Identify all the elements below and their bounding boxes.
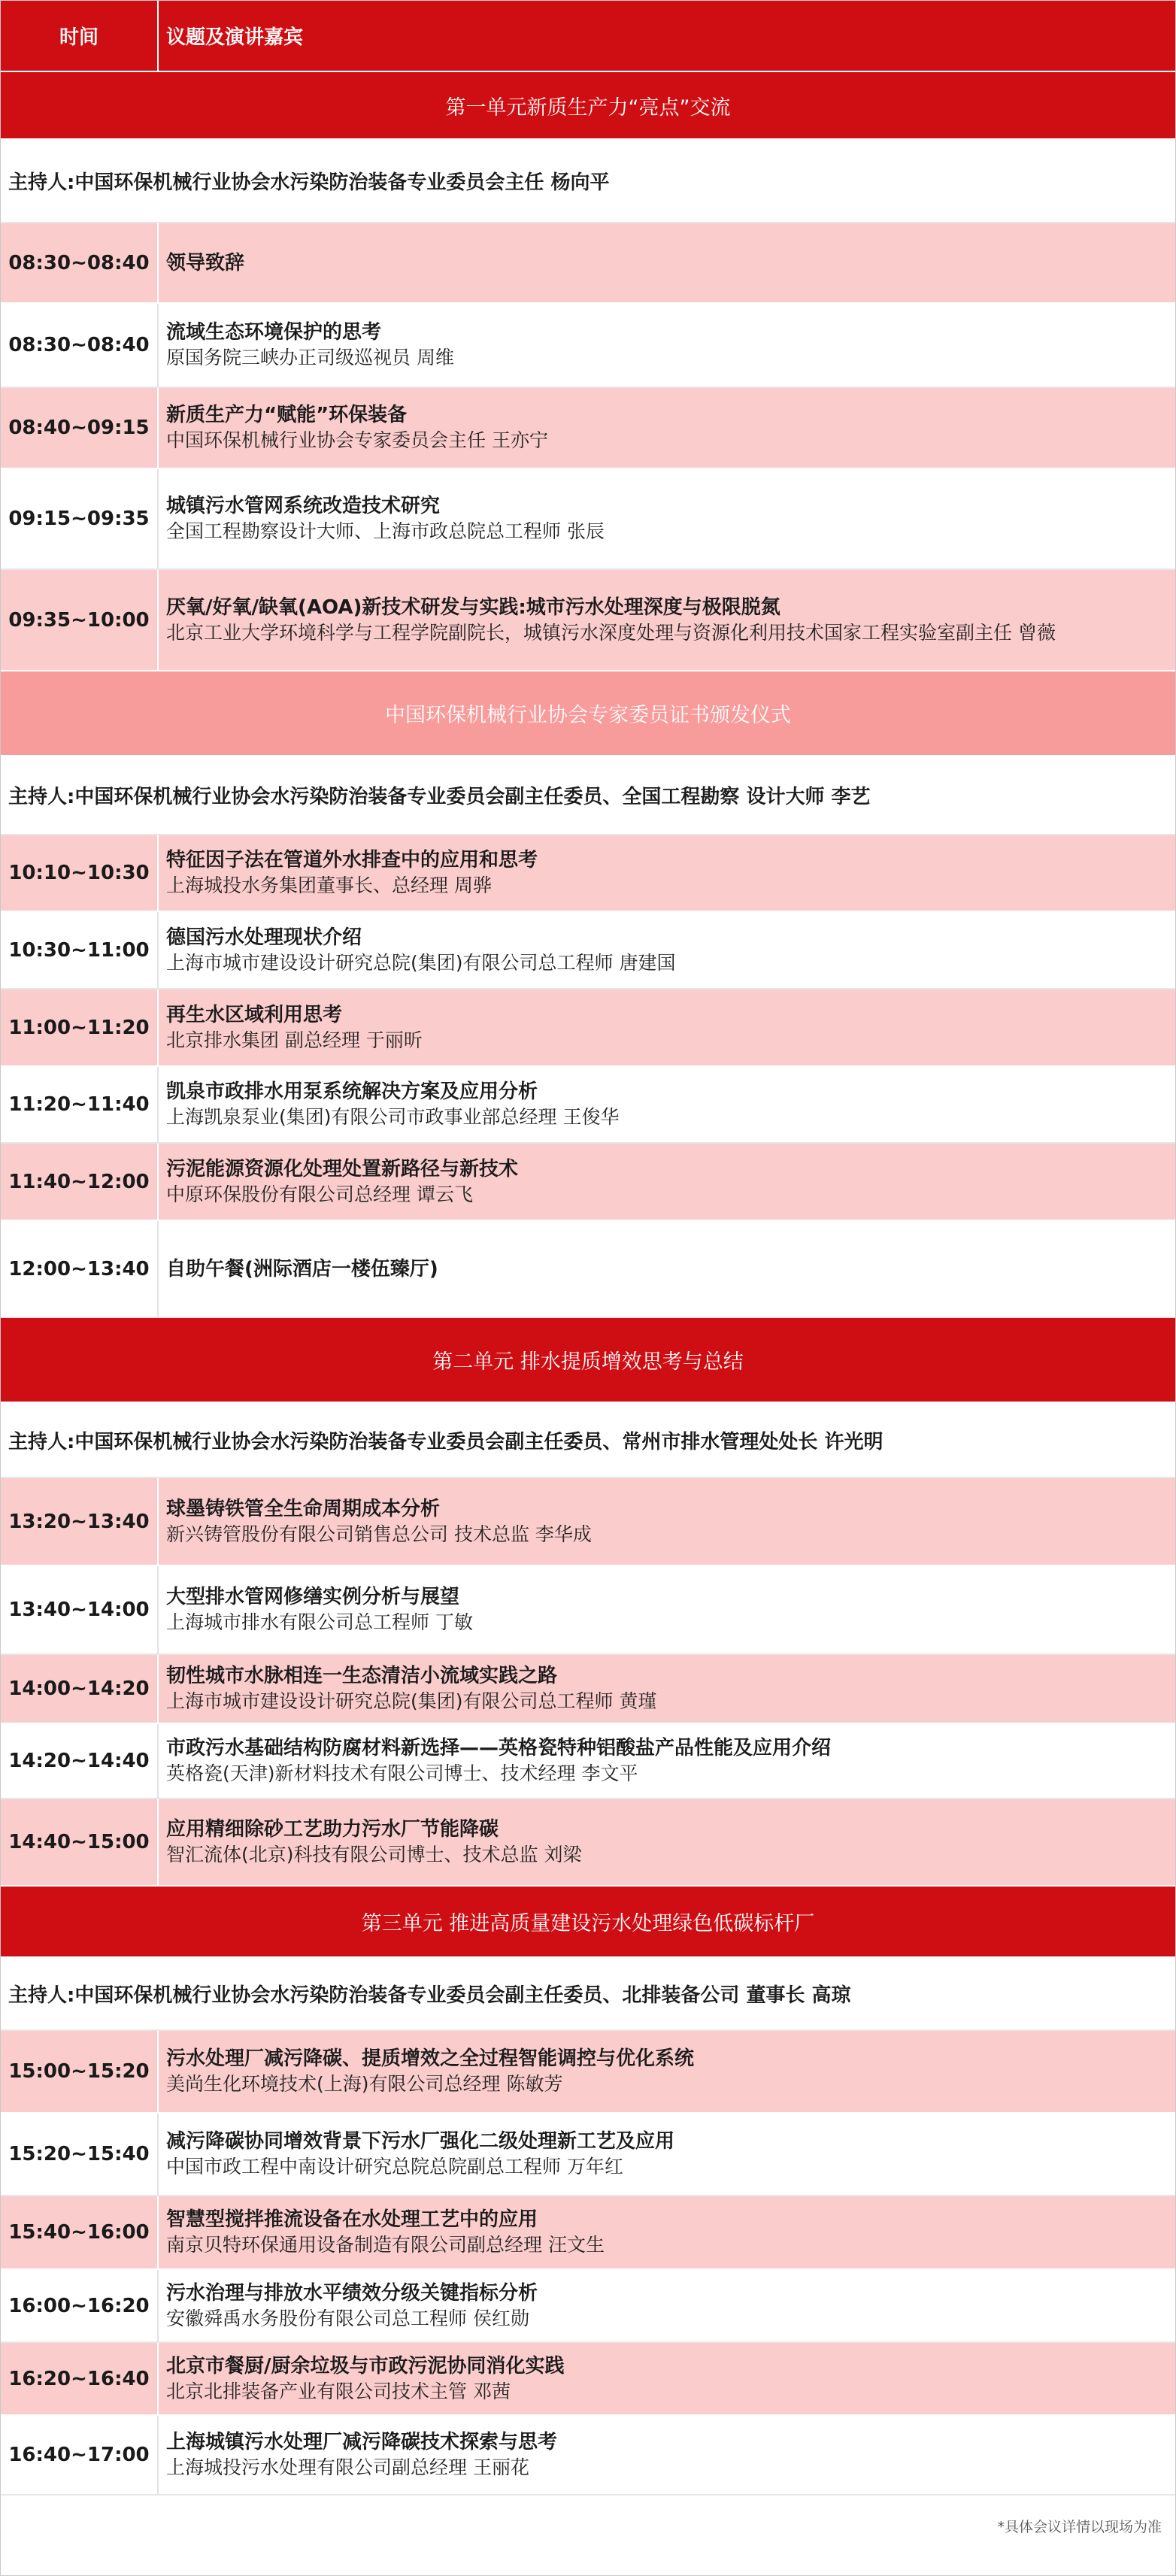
session-speaker: 原国务院三峡办正司级巡视员 周维: [166, 347, 454, 368]
session-content: [159, 388, 1175, 468]
session-speaker: 安徽舜禹水务股份有限公司总工程师 侯红勋: [166, 2307, 529, 2329]
session-time: 16:00~16:20: [1, 2270, 159, 2341]
table-row: [1, 1067, 1175, 1144]
session-content: [159, 223, 1175, 302]
session-topic: 再生水区域利用思考: [166, 1003, 343, 1026]
session-content: [159, 2196, 1175, 2268]
footnote: *具体会议详情以现场为准: [997, 2519, 1162, 2535]
section-title-text: 中国环保机械行业协会专家委员证书颁发仪式: [385, 704, 791, 727]
section-title-text: 第一单元新质生产力“亮点”交流: [445, 95, 731, 120]
table-row: [1, 1478, 1175, 1566]
session-speaker: 美尚生化环境技术(上海)有限公司总经理 陈敏芳: [166, 2073, 563, 2095]
host-text: 主持人:中国环保机械行业协会水污染防治装备专业委员会副主任委员、北排装备公司 董事长 高琼: [8, 1984, 851, 2007]
session-content: [159, 2343, 1175, 2414]
session-topic: 新质生产力“赋能”环保装备: [166, 404, 408, 426]
session-content: [159, 835, 1175, 911]
session-time: 15:00~15:20: [1, 2031, 159, 2112]
host-text: 主持人:中国环保机械行业协会水污染防治装备专业委员会主任 杨向平: [8, 171, 610, 194]
table-header: [1, 1, 1175, 72]
session-time: 14:20~14:40: [1, 1724, 159, 1798]
session-content: [159, 1655, 1175, 1723]
session-topic: 凯泉市政排水用泵系统解决方案及应用分析: [166, 1080, 538, 1103]
session-topic: 上海城镇污水处理厂减污降碳技术探索与思考: [166, 2431, 558, 2453]
table-row: [1, 1655, 1175, 1724]
session-time: 10:30~11:00: [1, 912, 159, 988]
table-row: [1, 1799, 1175, 1887]
session-speaker: 南京贝特环保通用设备制造有限公司副总经理 汪文生: [166, 2234, 605, 2256]
session-speaker: 上海城投水务集团董事长、总经理 周骅: [166, 874, 492, 896]
session-time: 14:00~14:20: [1, 1655, 159, 1723]
table-row: [1, 469, 1175, 570]
session-content: [159, 1221, 1175, 1317]
session-topic: 流域生态环境保护的思考: [166, 321, 382, 344]
session-topic: 厌氧/好氧/缺氧(AOA)新技术研发与实践:城市污水处理深度与极限脱氮: [166, 596, 780, 619]
session-speaker: 上海城市排水有限公司总工程师 丁敏: [166, 1611, 473, 1633]
session-time: 09:35~10:00: [1, 570, 159, 670]
session-topic: 韧性城市水脉相连一生态清洁小流域实践之路: [166, 1665, 558, 1687]
host-row: [1, 1958, 1175, 2031]
session-time: 12:00~13:40: [1, 1221, 159, 1317]
table-row: [1, 388, 1175, 469]
session-speaker: 全国工程勘察设计大师、上海市政总院总工程师 张辰: [166, 520, 605, 542]
host-row: [1, 140, 1175, 223]
session-time: 11:00~11:20: [1, 989, 159, 1065]
session-topic: 智慧型搅拌推流设备在水处理工艺中的应用: [166, 2208, 538, 2231]
session-content: [159, 570, 1175, 670]
session-speaker: 上海市城市建设设计研究总院(集团)有限公司总工程师 黄瑾: [166, 1690, 657, 1712]
session-content: [159, 2031, 1175, 2112]
host-text: 主持人:中国环保机械行业协会水污染防治装备专业委员会副主任委员、全国工程勘察 设计大师 李艺: [8, 786, 871, 808]
session-content: [159, 469, 1175, 568]
table-row: [1, 2031, 1175, 2114]
table-row: [1, 2114, 1175, 2196]
header-time: 时间: [1, 1, 159, 71]
session-time: 14:40~15:00: [1, 1799, 159, 1885]
session-speaker: 上海城投污水处理有限公司副总经理 王丽花: [166, 2456, 529, 2478]
section-title: [1, 1887, 1175, 1958]
table-row: [1, 912, 1175, 989]
session-speaker: 智汇流体(北京)科技有限公司博士、技术总监 刘梁: [166, 1844, 582, 1865]
header-topic: [159, 1, 1175, 71]
header-topic-label: 议题及演讲嘉宾: [166, 26, 304, 49]
table-row: [1, 835, 1175, 912]
session-topic: 自助午餐(洲际酒店一楼伍臻厅): [166, 1257, 438, 1280]
section-title: [1, 72, 1175, 140]
session-time: 16:20~16:40: [1, 2343, 159, 2414]
session-speaker: 上海凯泉泵业(集团)有限公司市政事业部总经理 王俊华: [166, 1106, 620, 1128]
session-content: [159, 1566, 1175, 1653]
session-topic: 德国污水处理现状介绍: [166, 926, 362, 949]
host-text: 主持人:中国环保机械行业协会水污染防治装备专业委员会副主任委员、常州市排水管理处处长 许光明: [8, 1430, 884, 1453]
table-row: [1, 2196, 1175, 2270]
session-content: [159, 1144, 1175, 1220]
session-speaker: 英格瓷(天津)新材料技术有限公司博士、技术经理 李文平: [166, 1762, 638, 1784]
table-row: [1, 223, 1175, 304]
section-title: [1, 1318, 1175, 1403]
session-content: [159, 912, 1175, 988]
table-row: [1, 1724, 1175, 1799]
session-topic: 污水治理与排放水平绩效分级关键指标分析: [166, 2281, 538, 2305]
session-time: 13:20~13:40: [1, 1478, 159, 1565]
session-time: 15:40~16:00: [1, 2196, 159, 2268]
session-time: 08:30~08:40: [1, 304, 159, 386]
session-content: [159, 1478, 1175, 1565]
session-topic: 领导致辞: [166, 251, 245, 274]
session-content: [159, 1724, 1175, 1798]
session-content: [159, 2270, 1175, 2341]
session-topic: 污水处理厂减污降碳、提质增效之全过程智能调控与优化系统: [166, 2047, 695, 2070]
session-topic: 市政污水基础结构防腐材料新选择——英格瓷特种铝酸盐产品性能及应用介绍: [166, 1737, 832, 1759]
session-time: 11:20~11:40: [1, 1067, 159, 1142]
session-topic: 应用精细除砂工艺助力污水厂节能降碳: [166, 1818, 499, 1841]
session-speaker: 中国环保机械行业协会专家委员会主任 王亦宁: [166, 429, 548, 451]
table-row: [1, 304, 1175, 388]
session-speaker: 上海市城市建设设计研究总院(集团)有限公司总工程师 唐建国: [166, 951, 676, 974]
table-row: [1, 1144, 1175, 1221]
table-row: [1, 1566, 1175, 1655]
session-time: 13:40~14:00: [1, 1566, 159, 1653]
section-title-text: 第二单元 排水提质增效思考与总结: [432, 1350, 744, 1374]
host-row: [1, 1403, 1175, 1478]
session-speaker: 北京北排装备产业有限公司技术主管 邓茜: [166, 2380, 511, 2402]
session-content: [159, 2114, 1175, 2195]
session-time: 10:10~10:30: [1, 835, 159, 911]
table-row: [1, 570, 1175, 671]
table-row: [1, 2343, 1175, 2416]
session-speaker: 中原环保股份有限公司总经理 谭云飞: [166, 1183, 473, 1205]
session-topic: 污泥能源资源化处理处置新路径与新技术: [166, 1157, 519, 1180]
session-speaker: 北京工业大学环境科学与工程学院副院长，城镇污水深度处理与资源化利用技术国家工程实验室副主任 曾薇: [166, 621, 1056, 644]
session-content: [159, 2416, 1175, 2494]
session-time: 08:40~09:15: [1, 388, 159, 468]
table-row: [1, 2416, 1175, 2496]
session-speaker: 新兴铸管股份有限公司销售总公司 技术总监 李华成: [166, 1523, 592, 1545]
session-content: [159, 989, 1175, 1065]
session-speaker: 北京排水集团 副总经理 于丽昕: [166, 1029, 423, 1051]
session-topic: 球墨铸铁管全生命周期成本分析: [166, 1497, 441, 1520]
session-content: [159, 1799, 1175, 1885]
session-speaker: 中国市政工程中南设计研究总院总院副总工程师 万年红: [166, 2156, 623, 2177]
session-content: [159, 304, 1175, 386]
session-topic: 特征因子法在管道外水排查中的应用和思考: [166, 849, 538, 871]
section-title: [1, 671, 1175, 756]
session-content: [159, 1067, 1175, 1142]
session-topic: 大型排水管网修缮实例分析与展望: [166, 1586, 460, 1608]
table-row: [1, 1221, 1175, 1318]
section-title-text: 第三单元 推进高质量建设污水处理绿色低碳标杆厂: [361, 1912, 815, 1935]
session-topic: 北京市餐厨/厨余垃圾与市政污泥协同消化实践: [166, 2354, 565, 2377]
session-time: 15:20~15:40: [1, 2114, 159, 2195]
session-time: 09:15~09:35: [1, 469, 159, 568]
session-topic: 城镇污水管网系统改造技术研究: [166, 495, 441, 517]
session-time: 16:40~17:00: [1, 2416, 159, 2494]
session-time: 11:40~12:00: [1, 1144, 159, 1220]
table-row: [1, 2270, 1175, 2343]
host-row: [1, 756, 1175, 835]
table-row: [1, 989, 1175, 1067]
session-time: 08:30~08:40: [1, 223, 159, 302]
session-topic: 减污降碳协同增效背景下污水厂强化二级处理新工艺及应用: [166, 2130, 675, 2153]
